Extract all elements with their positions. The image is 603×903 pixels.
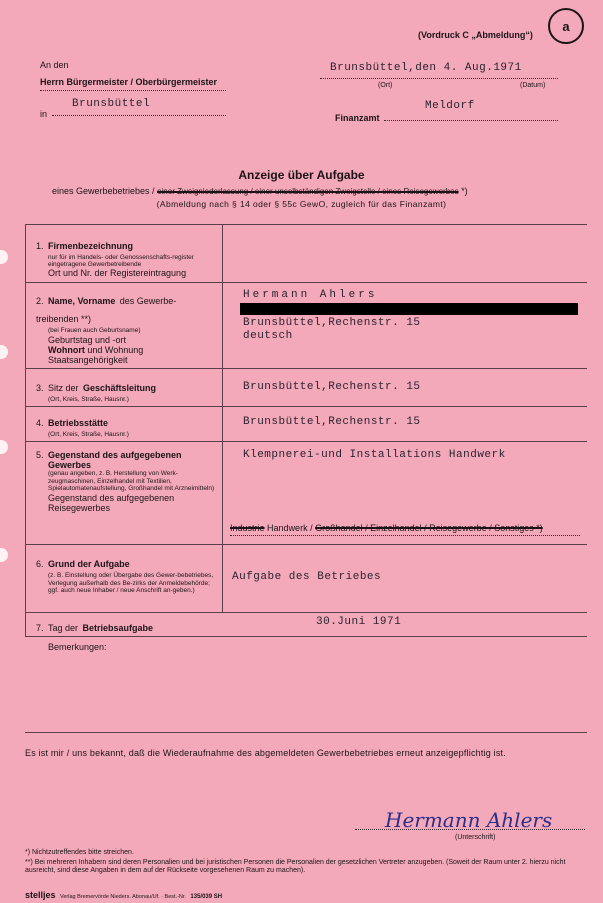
form-variant: (Vordruck C „Abmeldung“) xyxy=(418,30,533,40)
row-1-title: Firmenbezeichnung xyxy=(47,241,133,251)
row-1-extra: Ort und Nr. der Registereintragung xyxy=(48,268,187,278)
statement-text: Es ist mir / uns bekannt, daß die Wiederaufnahme des abgemeldeten Gewerbebetriebes erneut anzeigepflichtig ist. xyxy=(25,748,506,758)
row-7-num: 7. xyxy=(36,623,44,633)
row-2-wohnort-bold: Wohnort xyxy=(48,345,85,355)
title-line1-struck: einer Zweigniederlassung / einer unselbständigen Zweigstelle / eines Reisegewerbes xyxy=(157,187,459,196)
an-den-label: An den xyxy=(40,60,69,70)
row-2-extra: Geburtstag und -ort xyxy=(48,335,127,345)
row-5-category xyxy=(230,523,543,533)
signature-line xyxy=(355,829,585,830)
row-2-name-value: Hermann Ahlers xyxy=(243,289,378,301)
row-5-category-struck1: Industrie xyxy=(230,523,265,533)
row-3-note: (Ort, Kreis, Straße, Hausnr.) xyxy=(48,396,129,403)
row-2-nationality-value: deutsch xyxy=(243,330,293,342)
row-5-category-struck2: Großhandel / Einzelhandel / Reisegewerbe / Sonstiges *) xyxy=(315,523,543,533)
row-2-title: Name, Vorname xyxy=(47,296,116,306)
row-divider xyxy=(25,406,587,407)
row-1-note: nur für im Handels- oder Genossenschafts-register eingetragene Gewerbetreibende xyxy=(48,254,194,268)
remarks-label: Bemerkungen: xyxy=(48,642,107,652)
row-2-wohnort-rest: und Wohnung xyxy=(87,345,144,355)
row-5-extra: Gegenstand des aufgegebenen Reisegewerbes xyxy=(48,492,175,513)
row-3-value: Brunsbüttel,Rechenstr. 15 xyxy=(243,381,421,393)
publisher-text: Verlag Bremervörde Nieders. Abonau/Uf. · Best.-Nr. xyxy=(59,894,186,900)
in-value: Brunsbüttel xyxy=(72,98,151,110)
form-letter-circle: a xyxy=(548,8,584,44)
table-top-border xyxy=(25,224,587,225)
row-4-num: 4. xyxy=(36,418,44,428)
in-label: in xyxy=(40,109,48,119)
punch-hole xyxy=(0,345,8,359)
row-4-title: Betriebsstätte xyxy=(47,418,108,428)
row-5-value: Klempnerei-und Installations Handwerk xyxy=(243,449,506,461)
row-5-category-line xyxy=(230,535,580,536)
row-divider xyxy=(25,544,587,545)
punch-hole xyxy=(0,440,8,454)
row-2-note: (bei Frauen auch Geburtsname) xyxy=(48,327,141,334)
row-3-label xyxy=(36,378,218,404)
row-divider xyxy=(25,282,587,283)
title-line1-suffix: *) xyxy=(461,186,468,196)
place-date-value: Brunsbüttel,den 4. Aug.1971 xyxy=(330,62,522,74)
row-5-title: Gegenstand des aufgegebenen Gewerbes xyxy=(48,450,182,470)
row-3-pre: Sitz der xyxy=(47,383,79,393)
row-divider xyxy=(25,612,587,613)
row-7-pre: Tag der xyxy=(47,623,78,633)
finanzamt-line xyxy=(384,120,558,121)
footnote-1: *) Nichtzutreffendes bitte streichen. xyxy=(25,849,134,856)
row-7-label xyxy=(36,618,218,636)
redaction-bar xyxy=(240,303,578,315)
title-line1-prefix: eines Gewerbebetriebes / xyxy=(52,186,155,196)
row-3-title: Geschäftsleitung xyxy=(82,383,156,393)
row-1-num: 1. xyxy=(36,241,44,251)
footnote-2: **) Bei mehreren Inhabern sind deren Personalien und bei juristischen Personen die Personalien der gesetzlichen Vertreter anzugeben. (Soweit der Raum unter 2. hierzu nicht ausreicht, sind diese Angaben in dem auf der Rückseite vorgesehenen Raum zu machen). xyxy=(25,859,566,874)
row-2-extra2: Staatsangehörigkeit xyxy=(48,355,128,365)
form-title: Anzeige über Aufgabe xyxy=(238,168,365,182)
row-6-value: Aufgabe des Betriebes xyxy=(232,571,382,583)
signature-scribble: Hermann Ahlers xyxy=(385,808,553,832)
row-divider xyxy=(25,636,587,637)
row-3-num: 3. xyxy=(36,383,44,393)
row-5-label xyxy=(36,450,218,513)
datum-label: (Datum) xyxy=(520,82,546,89)
herrn-line xyxy=(40,90,226,91)
publisher-brand: stelljes xyxy=(25,890,56,900)
finanzamt-label: Finanzamt xyxy=(335,113,380,123)
row-divider xyxy=(25,441,587,442)
row-7-value: 30.Juni 1971 xyxy=(316,616,402,628)
table-left-border xyxy=(25,224,26,636)
row-6-label xyxy=(36,554,218,595)
in-line xyxy=(52,115,226,116)
row-divider xyxy=(25,368,587,369)
signature-label: (Unterschrift) xyxy=(455,834,496,841)
row-2-title-rest: des Gewerbe-treibenden **) xyxy=(36,296,177,324)
row-2-address-value: Brunsbüttel,Rechenstr. 15 xyxy=(243,317,421,329)
row-1-label xyxy=(36,236,218,278)
place-date-line xyxy=(320,78,558,79)
row-2-label xyxy=(36,291,218,365)
punch-hole xyxy=(0,548,8,562)
publisher-line xyxy=(25,885,222,903)
herrn-text: Herrn Bürgermeister / Oberbürgermeister xyxy=(40,77,218,87)
row-4-value: Brunsbüttel,Rechenstr. 15 xyxy=(243,416,421,428)
row-4-note: (Ort, Kreis, Straße, Hausnr.) xyxy=(48,431,129,438)
row-6-note: (z. B. Einstellung oder Übergabe des Gewer-bebetriebes, Verlegung außerhalb des Be-zirks der Anmeldebehörde; ggf. auch neue Inhaber / neue Anschrift an-geben.) xyxy=(48,572,214,594)
row-6-num: 6. xyxy=(36,559,44,569)
row-5-num: 5. xyxy=(36,450,44,460)
title-line1 xyxy=(52,186,468,196)
publisher-order-no: 135/039 SH xyxy=(190,894,223,900)
row-5-heading xyxy=(36,450,218,470)
finanzamt-value: Meldorf xyxy=(425,100,475,112)
row-2-wohnort xyxy=(36,345,218,355)
row-5-category-kept: Handwerk / xyxy=(267,523,313,533)
herrn-label xyxy=(40,77,217,87)
row-4-label xyxy=(36,413,218,439)
ort-label: (Ort) xyxy=(378,82,393,89)
row-6-title: Grund der Aufgabe xyxy=(47,559,130,569)
title-line2: (Abmeldung nach § 14 oder § 55c GewO, zugleich für das Finanzamt) xyxy=(156,199,447,209)
punch-hole xyxy=(0,250,8,264)
remarks-bottom-border xyxy=(25,732,587,733)
row-2-num: 2. xyxy=(36,296,44,306)
row-7-title: Betriebsaufgabe xyxy=(82,623,153,633)
row-5-note: (genau angeben, z. B. Herstellung von Werk-zeugmaschinen, Einzelhandel mit Textilien, Spielautomatenaufstellung, Großhandel mit Arzneimitteln) xyxy=(48,470,215,492)
